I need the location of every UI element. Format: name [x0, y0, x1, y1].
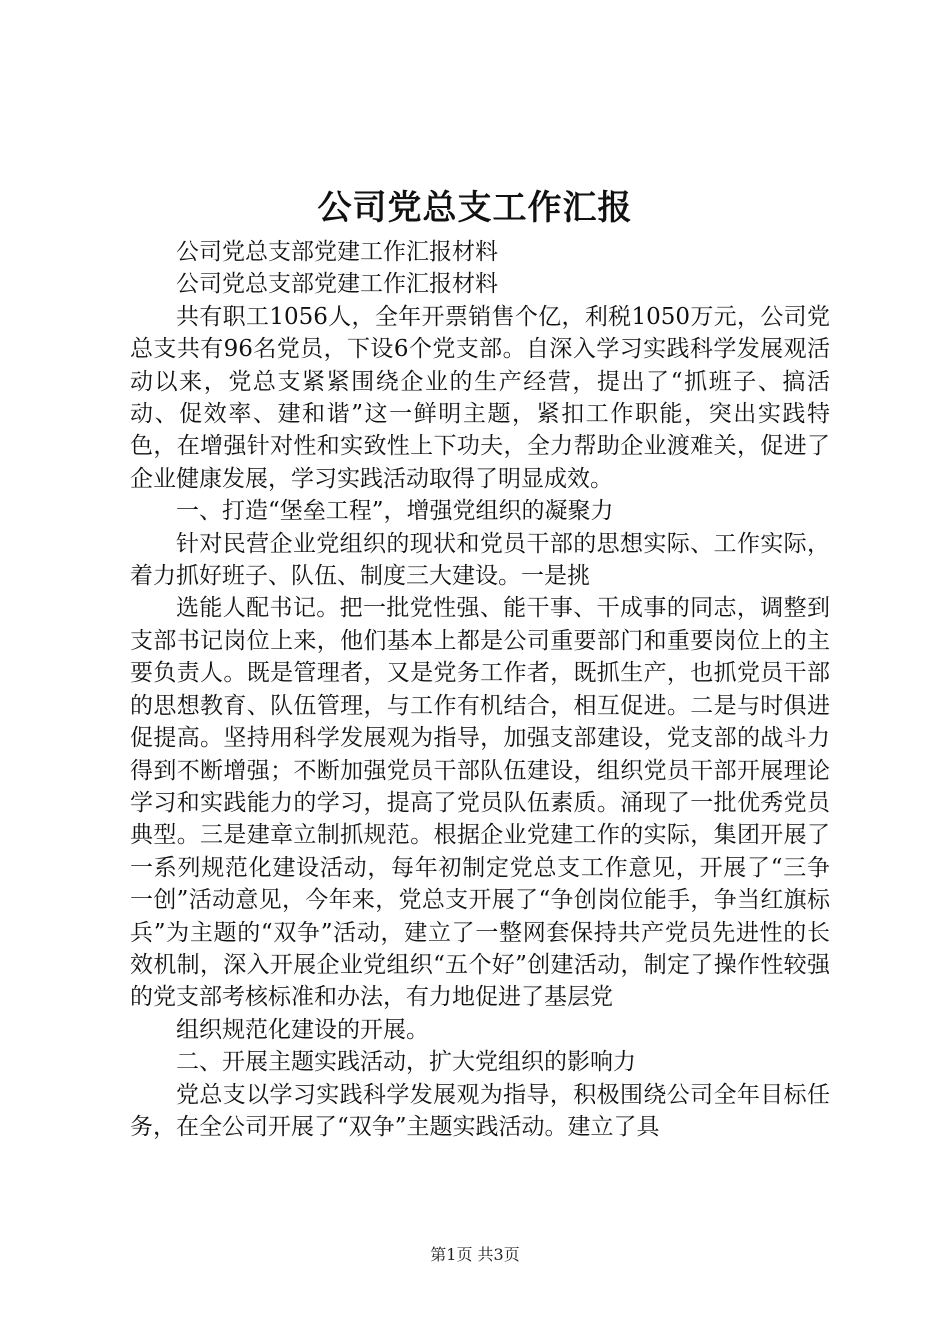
paragraph-section-1b: 选能人配书记。把一批党性强、能干事、干成事的同志，调整到支部书记岗位上来，他们基本上都是公司重要部门和重要岗位上的主要负责人。既是管理者，又是党务工作者，既抓生产，也抓党员干部的思想教育、队伍管理，与工作有机结合，相互促进。二是与时俱进促提高。坚持用科学发展观为指导，加强支部建设，党支部的战斗力得到不断增强；不断加强党员干部队伍建设，组织党员干部开展理论学习和实践能力的学习，提高了党员队伍素质。涌现了一批优秀党员典型。三是建章立制抓规范。根据企业党建工作的实际，集团开展了一系列规范化建设活动，每年初制定党总支工作意见，开展了“三争一创”活动意见，今年来，党总支开展了“争创岗位能手，争当红旗标兵”为主题的“双争”活动，建立了一整网套保持共产党员先进性的长效机制，深入开展企业党组织“五个好”创建活动，制定了操作性较强的党支部考核标准和办法，有力地促进了基层党 — [130, 595, 830, 1011]
paragraph-section-1a: 针对民营企业党组织的现状和党员干部的思想实际、工作实际，着力抓好班子、队伍、制度三大建设。一是挑 — [130, 530, 830, 590]
document-title: 公司党总支工作汇报 — [317, 188, 633, 228]
page-footer: 第1页 共3页 — [430, 1245, 520, 1264]
paragraph-section-1c: 组织规范化建设的开展。 — [176, 1016, 429, 1043]
paragraph-intro: 共有职工1056人，全年开票销售个亿，利税1050万元，公司党总支共有96名党员，下设6个党支部。自深入学习实践科学发展观活动以来，党总支紧紧围绕企业的生产经营，提出了“抓班子、搞活动、促效率、建和谐”这一鲜明主题，紧扣工作职能，突出实践特色，在增强针对性和实致性上下功夫，全力帮助企业渡难关，促进了企业健康发展，学习实践活动取得了明显成效。 — [130, 303, 830, 492]
section-heading-2: 二、开展主题实践活动，扩大党组织的影响力 — [176, 1049, 636, 1076]
paragraph-subtitle-2: 公司党总支部党建工作汇报材料 — [176, 271, 498, 298]
paragraph-subtitle-1: 公司党总支部党建工作汇报材料 — [176, 239, 498, 265]
document-body — [130, 236, 830, 1143]
section-heading-1: 一、打造“堡垒工程”，增强党组织的凝聚力 — [176, 498, 614, 525]
paragraph-section-2a: 党总支以学习实践科学发展观为指导，积极围绕公司全年目标任务，在全公司开展了“双争”主题实践活动。建立了具 — [130, 1081, 830, 1140]
